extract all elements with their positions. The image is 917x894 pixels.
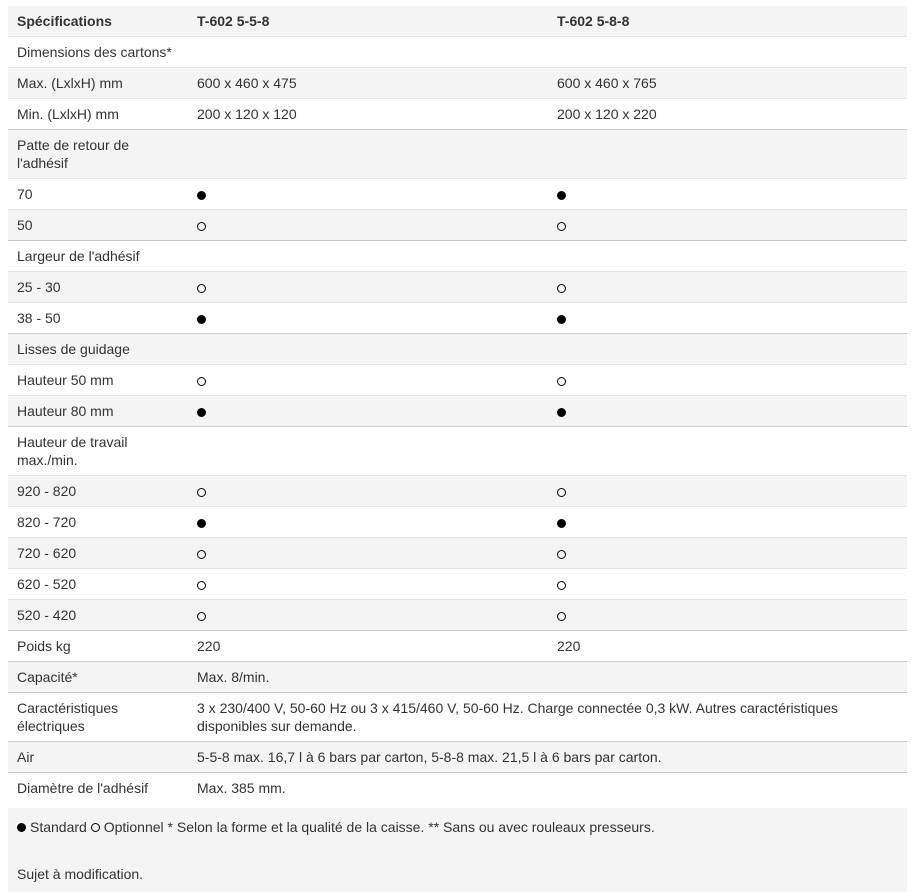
cell-model-588: [548, 272, 907, 303]
cell-model-588: [548, 130, 907, 179]
cell-model-588: [548, 210, 907, 241]
optional-dot-icon: [557, 222, 566, 231]
row-label: Largeur de l'adhésif: [17, 248, 140, 264]
cell-model-558: [188, 210, 548, 241]
section-row: [8, 241, 907, 272]
optional-dot-icon: [557, 612, 566, 621]
table-row: [8, 303, 907, 334]
table-row: [8, 272, 907, 303]
cell-model-558: [188, 130, 548, 179]
optional-dot-icon: [557, 488, 566, 497]
table-row: [8, 365, 907, 396]
cell-model-588: [548, 600, 907, 631]
row-label: Lisses de guidage: [17, 341, 130, 357]
row-label: 920 - 820: [17, 483, 77, 499]
optional-dot-icon: [197, 488, 206, 497]
table-row: [8, 476, 907, 507]
optional-dot-icon: [557, 284, 566, 293]
standard-dot-icon: [557, 191, 566, 200]
cell-model-588: [548, 37, 907, 68]
cell-model-588: [548, 396, 907, 427]
standard-dot-icon: [17, 823, 26, 832]
table-row: [8, 179, 907, 210]
cell-model-558: [188, 427, 548, 476]
optional-dot-icon: [197, 284, 206, 293]
row-label: Poids kg: [17, 638, 71, 654]
table-row: [8, 742, 907, 773]
cell-model-558: [188, 507, 548, 538]
row-label: Hauteur 50 mm: [17, 372, 114, 388]
table-row: [8, 507, 907, 538]
optional-dot-icon: [197, 377, 206, 386]
section-row: [8, 427, 907, 476]
cell-model-558: 220: [197, 638, 221, 654]
cell-model-558: [188, 37, 548, 68]
section-row: [8, 130, 907, 179]
row-label: Hauteur de travail max./min.: [17, 434, 128, 468]
row-label: Min. (LxlxH) mm: [17, 106, 119, 122]
row-label: Diamètre de l'adhésif: [17, 780, 149, 796]
row-label: 620 - 520: [17, 576, 77, 592]
cell-model-558: [188, 396, 548, 427]
row-label: Air: [17, 749, 35, 765]
table-header-row: [8, 6, 907, 37]
row-label: 50: [17, 217, 33, 233]
cell-model-558: [188, 272, 548, 303]
standard-dot-icon: [197, 191, 206, 200]
row-value: 3 x 230/400 V, 50-60 Hz ou 3 x 415/460 V, 50-60 Hz. Charge connectée 0,3 kW. Autres caractéristiques disponibles sur demande.: [197, 700, 839, 734]
row-value: 5-5-8 max. 16,7 l à 6 bars par carton, 5-8-8 max. 21,5 l à 6 bars par carton.: [197, 749, 662, 765]
optional-dot-icon: [557, 377, 566, 386]
cell-model-588: [548, 538, 907, 569]
cell-model-558: 200 x 120 x 120: [197, 106, 297, 122]
cell-model-588: [548, 427, 907, 476]
optional-dot-icon: [197, 581, 206, 590]
standard-dot-icon: [557, 315, 566, 324]
legend-standard-label: Standard: [30, 819, 87, 835]
table-row: [8, 631, 907, 662]
standard-dot-icon: [197, 315, 206, 324]
cell-model-588: 220: [557, 638, 581, 654]
header-model-558: T-602 5-5-8: [197, 13, 270, 29]
standard-dot-icon: [557, 519, 566, 528]
table-row: [8, 538, 907, 569]
table-row: [8, 773, 907, 804]
legend-block: [8, 808, 907, 892]
optional-dot-icon: [197, 222, 206, 231]
row-label: 70: [17, 186, 33, 202]
table-row: [8, 569, 907, 600]
optional-dot-icon: [197, 612, 206, 621]
table-row: [8, 99, 907, 130]
cell-model-588: [548, 179, 907, 210]
row-label: Max. (LxlxH) mm: [17, 75, 123, 91]
cell-model-558: [188, 600, 548, 631]
cell-model-588: 200 x 120 x 220: [557, 106, 657, 122]
legend-line: [17, 818, 898, 836]
standard-dot-icon: [557, 408, 566, 417]
cell-model-558: [188, 476, 548, 507]
cell-model-558: [188, 303, 548, 334]
legend-footer: Sujet à modification.: [17, 866, 144, 882]
cell-model-558: [188, 538, 548, 569]
cell-model-558: [188, 179, 548, 210]
cell-model-558: [188, 334, 548, 365]
cell-model-558: [188, 241, 548, 272]
cell-model-588: [548, 569, 907, 600]
optional-dot-icon: [91, 823, 100, 832]
cell-model-588: [548, 365, 907, 396]
section-row: [8, 334, 907, 365]
row-value: Max. 385 mm.: [197, 780, 286, 796]
row-label: Dimensions des cartons*: [17, 44, 172, 60]
cell-model-558: 600 x 460 x 475: [197, 75, 297, 91]
cell-model-588: [548, 507, 907, 538]
specifications-table: [8, 6, 907, 803]
table-row: [8, 396, 907, 427]
cell-model-558: [188, 569, 548, 600]
header-model-588: T-602 5-8-8: [557, 13, 630, 29]
row-label: Hauteur 80 mm: [17, 403, 114, 419]
row-label: 520 - 420: [17, 607, 77, 623]
row-label: 25 - 30: [17, 279, 61, 295]
cell-model-558: [188, 365, 548, 396]
cell-model-588: [548, 303, 907, 334]
standard-dot-icon: [197, 408, 206, 417]
header-specifications: Spécifications: [17, 13, 112, 29]
legend-optional-label: Optionnel: [103, 819, 164, 835]
table-row: [8, 662, 907, 693]
cell-model-588: [548, 241, 907, 272]
cell-model-588: [548, 476, 907, 507]
cell-model-588: [548, 334, 907, 365]
optional-dot-icon: [557, 550, 566, 559]
section-row: [8, 37, 907, 68]
row-label: 720 - 620: [17, 545, 77, 561]
row-label: 820 - 720: [17, 514, 77, 530]
row-label: 38 - 50: [17, 310, 61, 326]
row-label: Caractéristiques électriques: [17, 700, 119, 734]
standard-dot-icon: [197, 519, 206, 528]
row-label: Patte de retour de l'adhésif: [17, 137, 130, 171]
row-label: Capacité*: [17, 669, 78, 685]
table-row: [8, 693, 907, 742]
row-value: Max. 8/min.: [197, 669, 270, 685]
legend-note: * Selon la forme et la qualité de la caisse. ** Sans ou avec rouleaux presseurs.: [167, 819, 655, 835]
table-row: [8, 68, 907, 99]
optional-dot-icon: [557, 581, 566, 590]
table-body: [8, 37, 907, 804]
table-row: [8, 600, 907, 631]
optional-dot-icon: [197, 550, 206, 559]
cell-model-588: 600 x 460 x 765: [557, 75, 657, 91]
table-row: [8, 210, 907, 241]
